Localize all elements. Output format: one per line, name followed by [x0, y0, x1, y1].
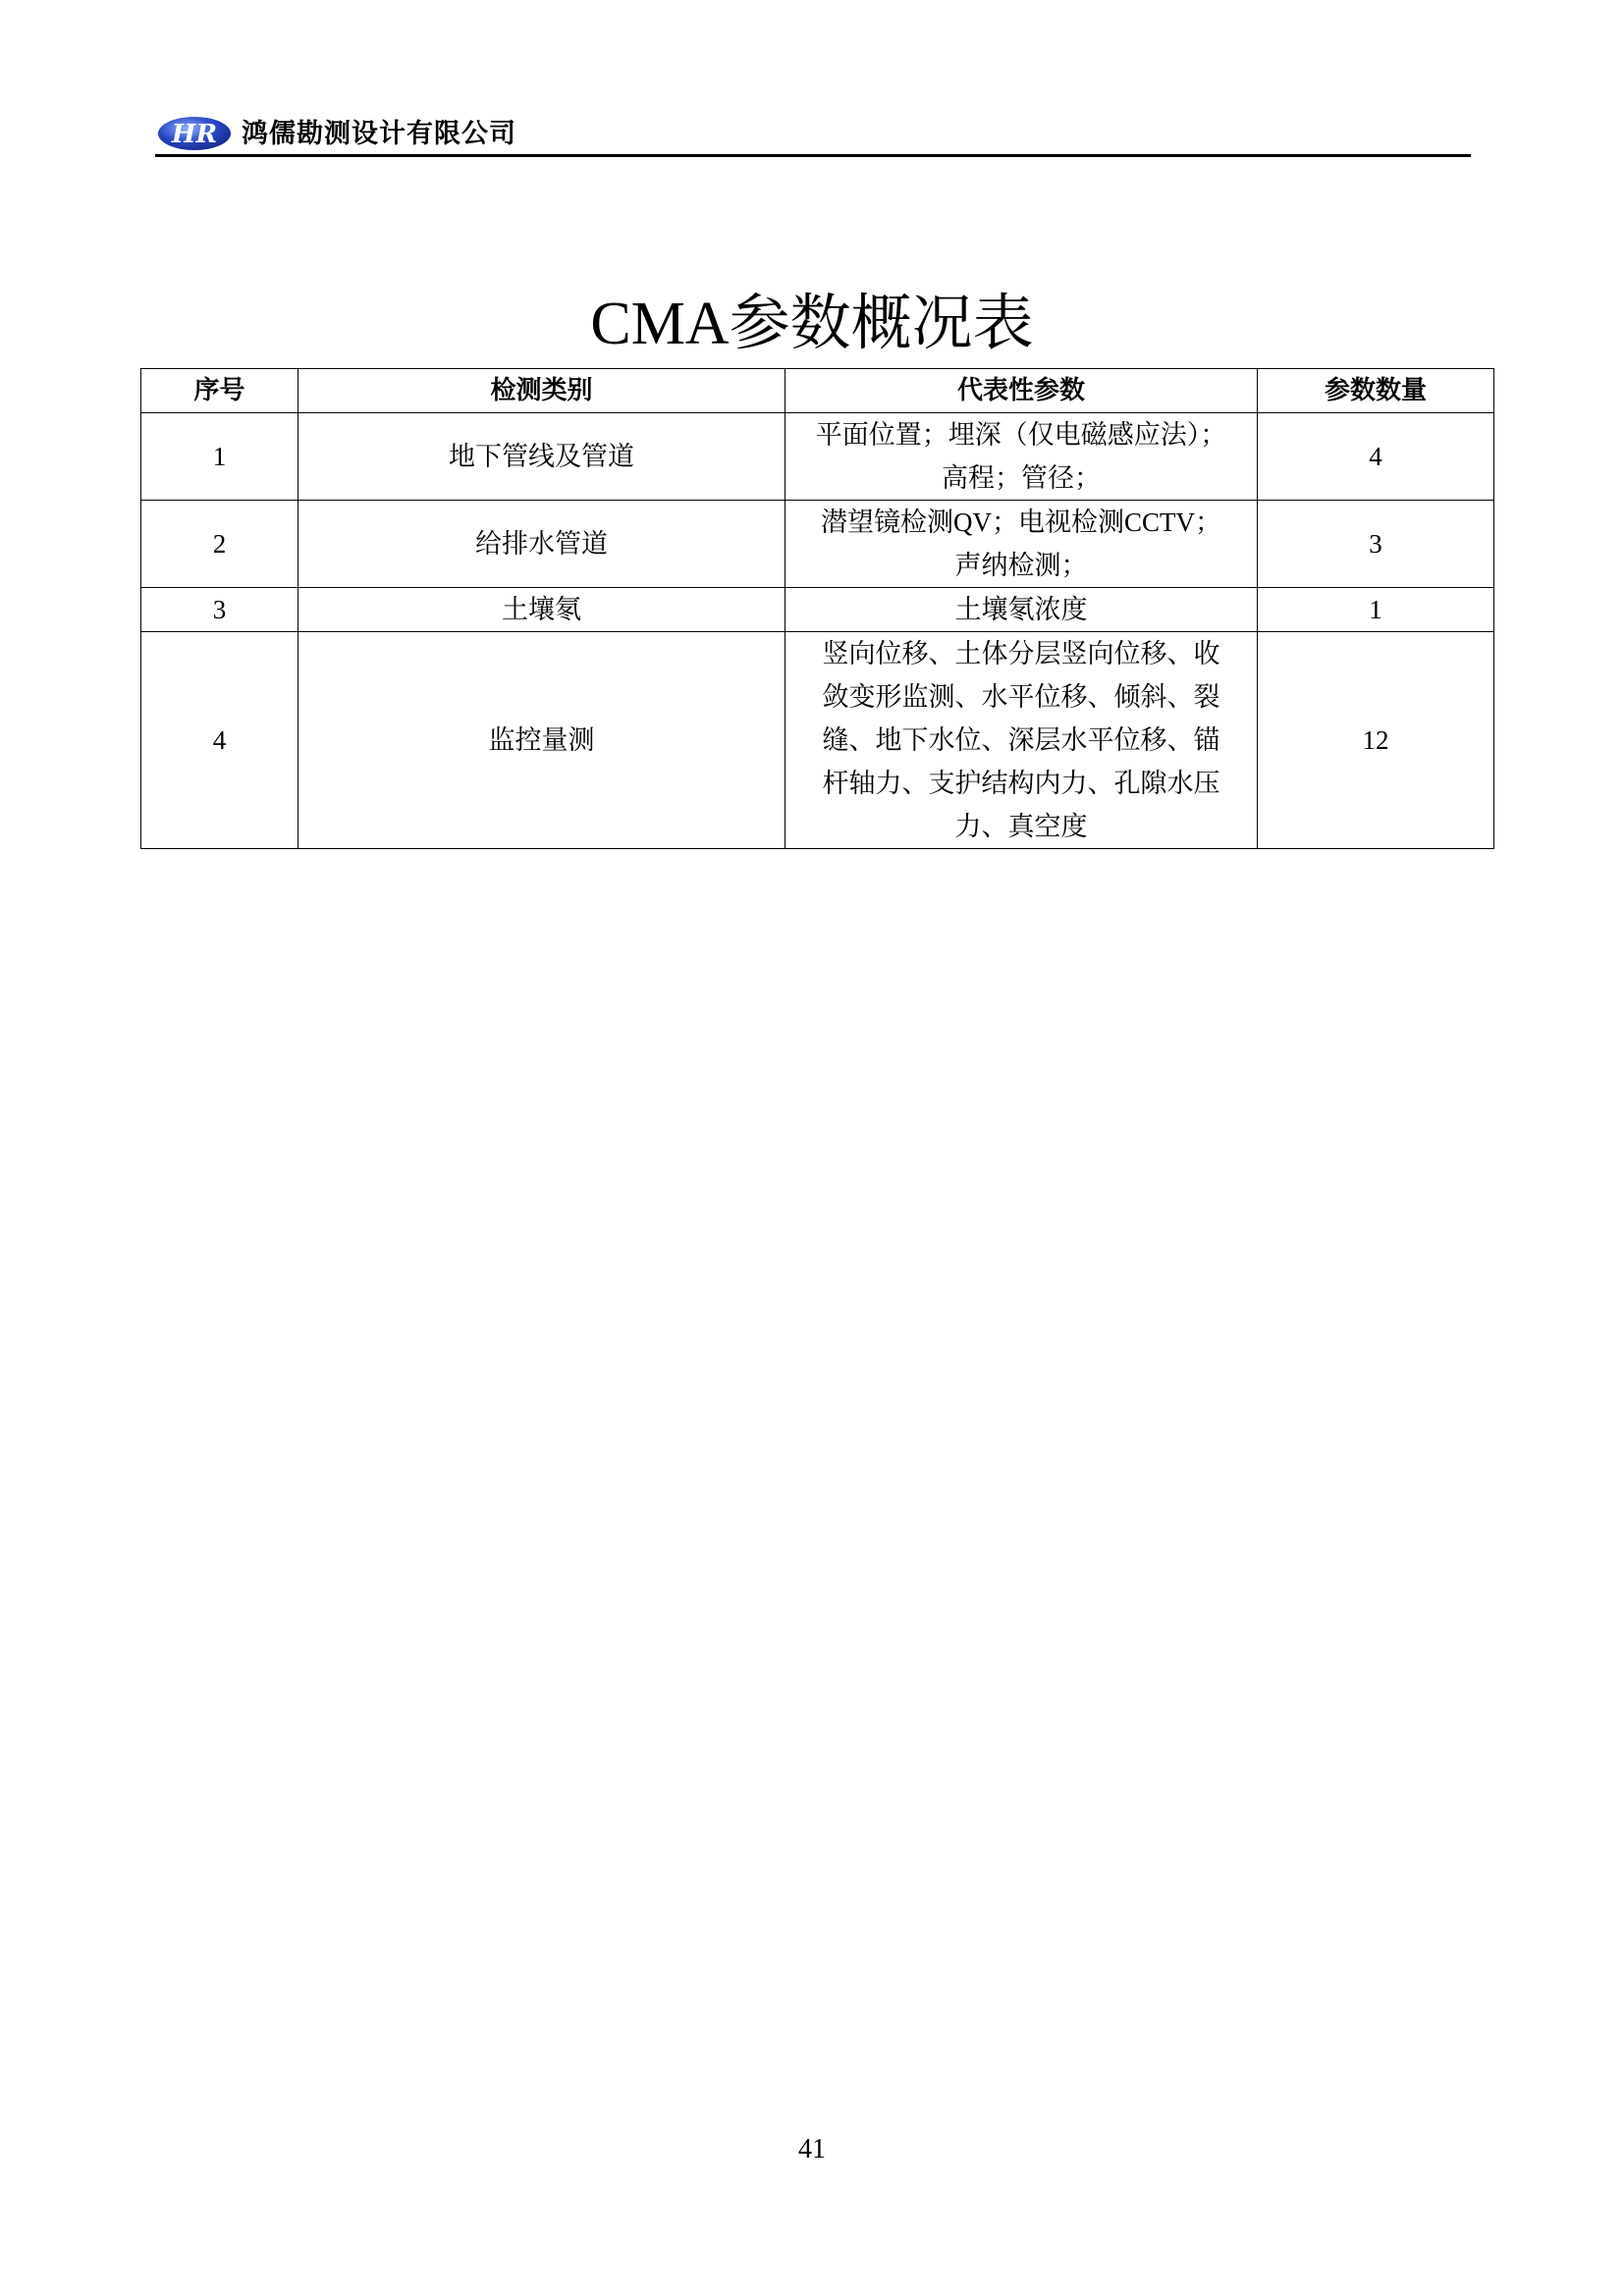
parameter-line: 土壤氡浓度	[954, 595, 1088, 624]
cell-count: 12	[1258, 632, 1494, 849]
table-header-row	[141, 369, 1494, 413]
parameter-line: 高程；管径；	[942, 463, 1101, 493]
cell-count: 1	[1258, 588, 1494, 632]
company-name: 鸿儒勘测设计有限公司	[242, 119, 516, 149]
cell-parameters	[785, 501, 1258, 588]
page-title: CMA参数概况表	[590, 291, 1034, 357]
cell-parameters	[785, 632, 1258, 849]
parameter-line: 缝、地下水位、深层水平位移、锚	[822, 725, 1220, 755]
cell-count: 3	[1258, 501, 1494, 588]
parameter-line: 潜望镜检测QV；电视检测CCTV；	[820, 507, 1221, 537]
page-header	[155, 110, 1471, 159]
cell-index: 2	[141, 501, 298, 588]
cell-index: 4	[141, 632, 298, 849]
table-row	[141, 501, 1494, 588]
cell-category: 地下管线及管道	[298, 413, 785, 501]
header-divider	[155, 154, 1471, 157]
column-header-category: 检测类别	[298, 369, 785, 413]
cell-count: 4	[1258, 413, 1494, 501]
cell-parameters	[785, 413, 1258, 501]
parameter-line: 竖向位移、土体分层竖向位移、收	[822, 639, 1220, 668]
company-logo-icon	[157, 116, 232, 151]
cell-category: 监控量测	[298, 632, 785, 849]
parameter-line: 杆轴力、支护结构内力、孔隙水压	[822, 769, 1220, 798]
parameter-line: 平面位置；埋深（仅电磁感应法）；	[815, 420, 1227, 450]
svg-text:HR: HR	[171, 120, 218, 149]
cell-index: 1	[141, 413, 298, 501]
cell-parameters	[785, 588, 1258, 632]
cma-parameters-table	[140, 368, 1494, 849]
column-header-count: 参数数量	[1258, 369, 1494, 413]
column-header-index: 序号	[141, 369, 298, 413]
parameter-line: 声纳检测；	[954, 551, 1088, 580]
table-row	[141, 413, 1494, 501]
page-number: 41	[798, 2134, 826, 2164]
cell-category: 土壤氡	[298, 588, 785, 632]
table-row	[141, 588, 1494, 632]
column-header-parameters: 代表性参数	[785, 369, 1258, 413]
parameter-line: 敛变形监测、水平位移、倾斜、裂	[822, 682, 1220, 712]
cell-index: 3	[141, 588, 298, 632]
cell-category: 给排水管道	[298, 501, 785, 588]
parameter-line: 力、真空度	[954, 812, 1088, 841]
table-row	[141, 632, 1494, 849]
